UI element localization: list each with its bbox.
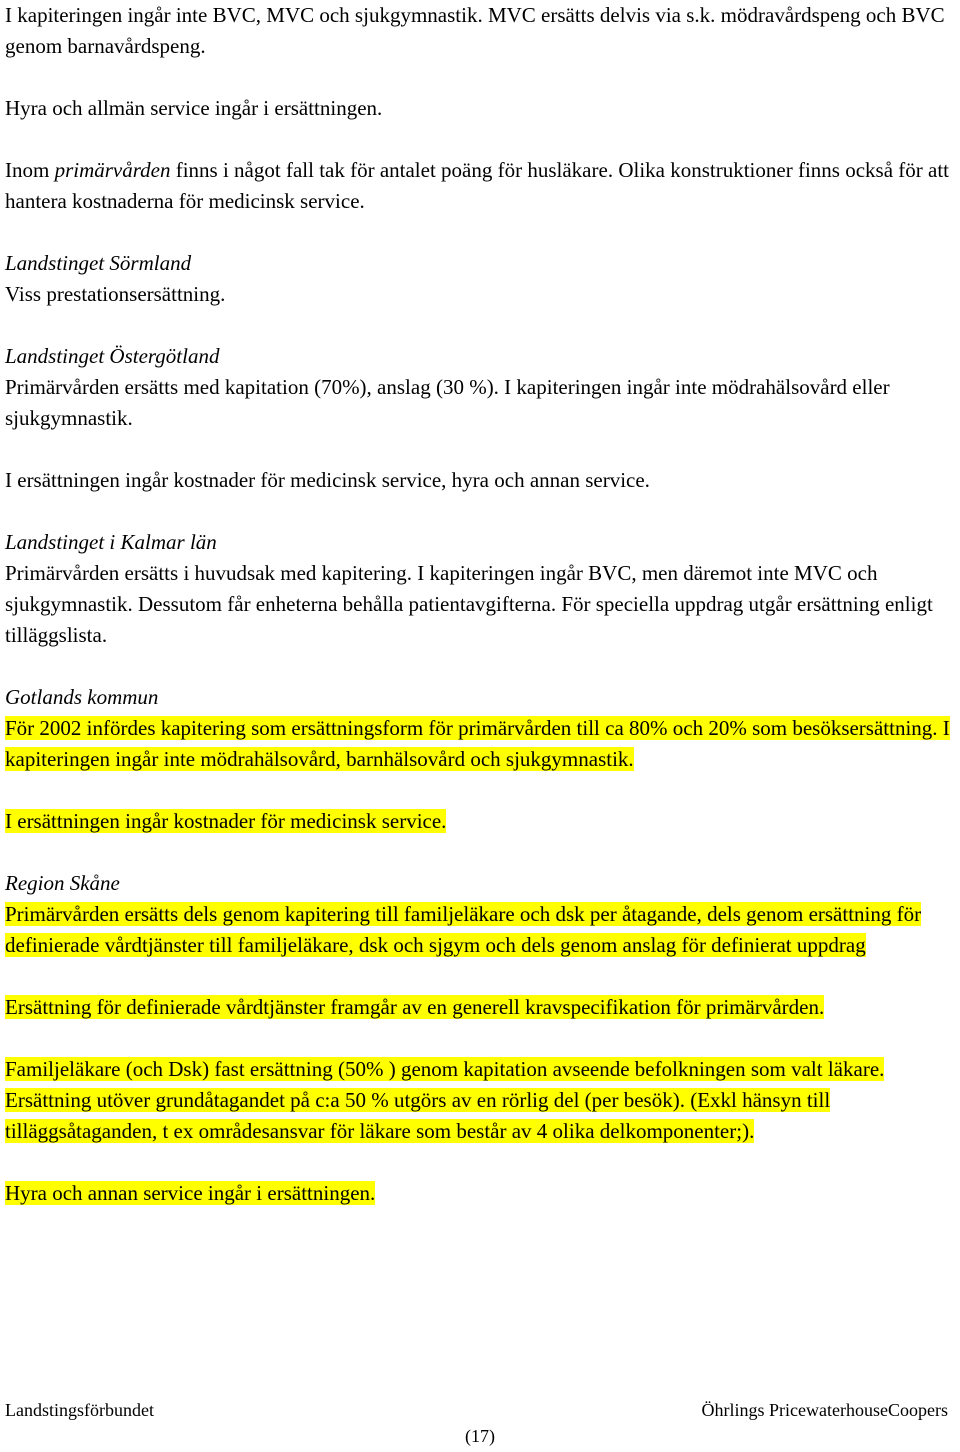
text-inom: Inom [5,158,55,182]
skane-highlight-4: Hyra och annan service ingår i ersättningen. [5,1181,376,1205]
sormland-text: Viss prestationsersättning. [5,282,226,306]
heading-ostergotland: Landstinget Östergötland [5,344,220,368]
heading-kalmar: Landstinget i Kalmar län [5,530,217,554]
text-primarvarden-italic: primärvården [54,158,171,182]
gotland-text-2 [5,806,955,837]
skane-text-4 [5,1178,955,1209]
footer-organization: Landstingsförbundet [5,1400,154,1420]
paragraph-hyra: Hyra och allmän service ingår i ersättningen. [5,96,383,120]
skane-highlight-3: Familjeläkare (och Dsk) fast ersättning (50% ) genom kapitation avseende befolkningen som valt läkare. Ersättning utöver grundåtagandet på c:a 50 % utgörs av en rörlig del (per besök). (Exkl hänsyn till tilläggsåtaganden, t ex områdesansvar för läkare som består av 4 olika delkomponenter;). [5,1057,885,1143]
document-page [5,0,955,1209]
text-tak: finns i något fall tak för antalet poäng för husläkare. Olika konstruktioner finns också för att hantera kostnaderna för medicinsk service. [5,158,949,213]
heading-gotland: Gotlands kommun [5,685,159,709]
page-number: (17) [465,1426,495,1446]
ostergotland-text-2: I ersättningen ingår kostnader för medicinsk service, hyra och annan service. [5,468,650,492]
gotland-text-1 [5,713,955,775]
skane-text-3 [5,1054,955,1147]
ostergotland-text-1: Primärvården ersätts med kapitation (70%), anslag (30 %). I kapiteringen ingår inte mödrahälsovård eller sjukgymnastik. [5,375,890,430]
gotland-highlight-1: För 2002 infördes kapitering som ersättningsform för primärvården till ca 80% och 20% som besöksersättning. I kapiteringen ingår inte mödrahälsovård, barnhälsovård och sjukgymnastik. [5,716,950,771]
gotland-highlight-2: I ersättningen ingår kostnader för medicinsk service. [5,809,447,833]
heading-skane: Region Skåne [5,871,120,895]
kalmar-text: Primärvården ersätts i huvudsak med kapitering. I kapiteringen ingår BVC, men däremot inte MVC och sjukgymnastik. Dessutom får enheterna behålla patientavgifterna. För speciella uppdrag utgår ersättning enligt tilläggslista. [5,561,933,647]
skane-highlight-2: Ersättning för definierade vårdtjänster framgår av en generell kravspecifikation för primärvården. [5,995,825,1019]
paragraph-kapitering: I kapiteringen ingår inte BVC, MVC och sjukgymnastik. MVC ersätts delvis via s.k. mödravårdspeng och BVC genom barnavårdspeng. [5,3,945,58]
footer-author: Öhrlings PricewaterhouseCoopers [701,1400,948,1420]
skane-text-2 [5,992,955,1023]
paragraph-primarvarden [5,155,955,217]
skane-text-1 [5,899,955,961]
heading-sormland: Landstinget Sörmland [5,251,192,275]
skane-highlight-1: Primärvården ersätts dels genom kapitering till familjeläkare och dsk per åtagande, dels genom ersättning för definierade vårdtjänster till familjeläkare, dsk och sjgym och dels genom anslag för definierat uppdrag [5,902,922,957]
